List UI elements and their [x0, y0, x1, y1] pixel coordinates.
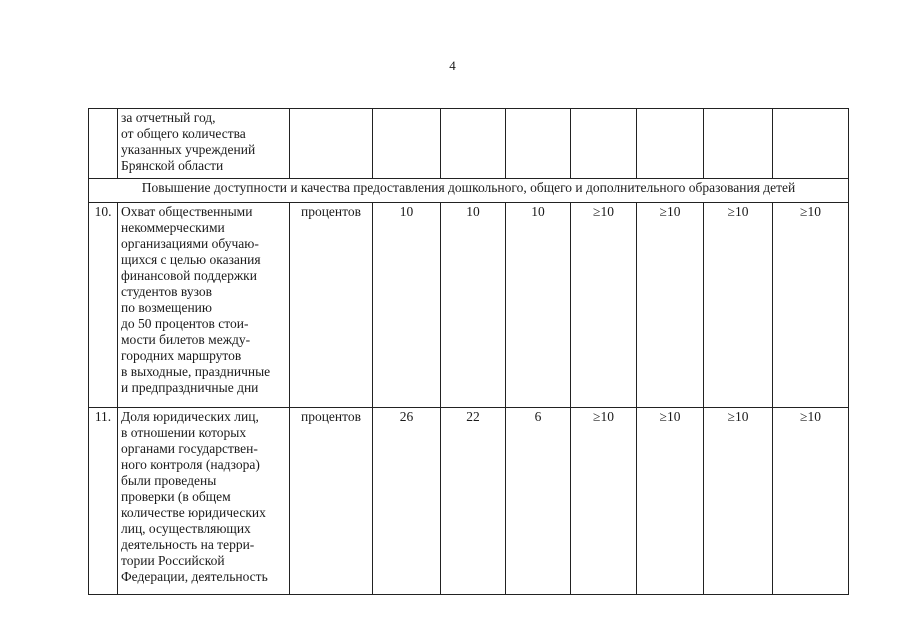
value-cell [571, 109, 637, 179]
value-cell: ≥10 [704, 408, 773, 595]
section-title: Повышение доступности и качества предоставления дошкольного, общего и дополнительного образования детей [89, 179, 849, 203]
row-number [89, 109, 118, 179]
section-header-row [89, 179, 849, 203]
unit-cell: процентов [290, 408, 373, 595]
value-cell: 6 [506, 408, 571, 595]
page-number: 4 [449, 58, 456, 73]
value-cell: ≥10 [571, 408, 637, 595]
indicator-name: Охват общественными некоммерческими организациями обучаю- щихся с целью оказания финансовой поддержки студентов вузов по возмещению до 50 процентов стои- мости билетов между- городних маршрутов в выходные, праздничные и предпраздничные дни [118, 203, 290, 408]
value-cell: ≥10 [773, 203, 849, 408]
value-cell: 22 [441, 408, 506, 595]
value-cell: ≥10 [571, 203, 637, 408]
indicator-name: Доля юридических лиц, в отношении которых органами государствен- ного контроля (надзора) были проведены проверки (в общем количестве юридических лиц, осуществляющих деятельность на терри- тории Российской Федерации, деятельность [118, 408, 290, 595]
row-number: 10. [89, 203, 118, 408]
value-cell: ≥10 [704, 203, 773, 408]
value-cell: 10 [373, 203, 441, 408]
indicators-table [88, 108, 849, 595]
row-number: 11. [89, 408, 118, 595]
value-cell: ≥10 [773, 408, 849, 595]
value-cell [637, 109, 704, 179]
table-row [89, 408, 849, 595]
value-cell: 10 [506, 203, 571, 408]
value-cell: 26 [373, 408, 441, 595]
value-cell: ≥10 [637, 408, 704, 595]
value-cell [704, 109, 773, 179]
value-cell: 10 [441, 203, 506, 408]
table-row [89, 203, 849, 408]
value-cell [441, 109, 506, 179]
value-cell [373, 109, 441, 179]
value-cell: ≥10 [637, 203, 704, 408]
table-row-continued [89, 109, 849, 179]
value-cell [506, 109, 571, 179]
indicator-name: за отчетный год, от общего количества указанных учреждений Брянской области [118, 109, 290, 179]
unit-cell [290, 109, 373, 179]
value-cell [773, 109, 849, 179]
unit-cell: процентов [290, 203, 373, 408]
